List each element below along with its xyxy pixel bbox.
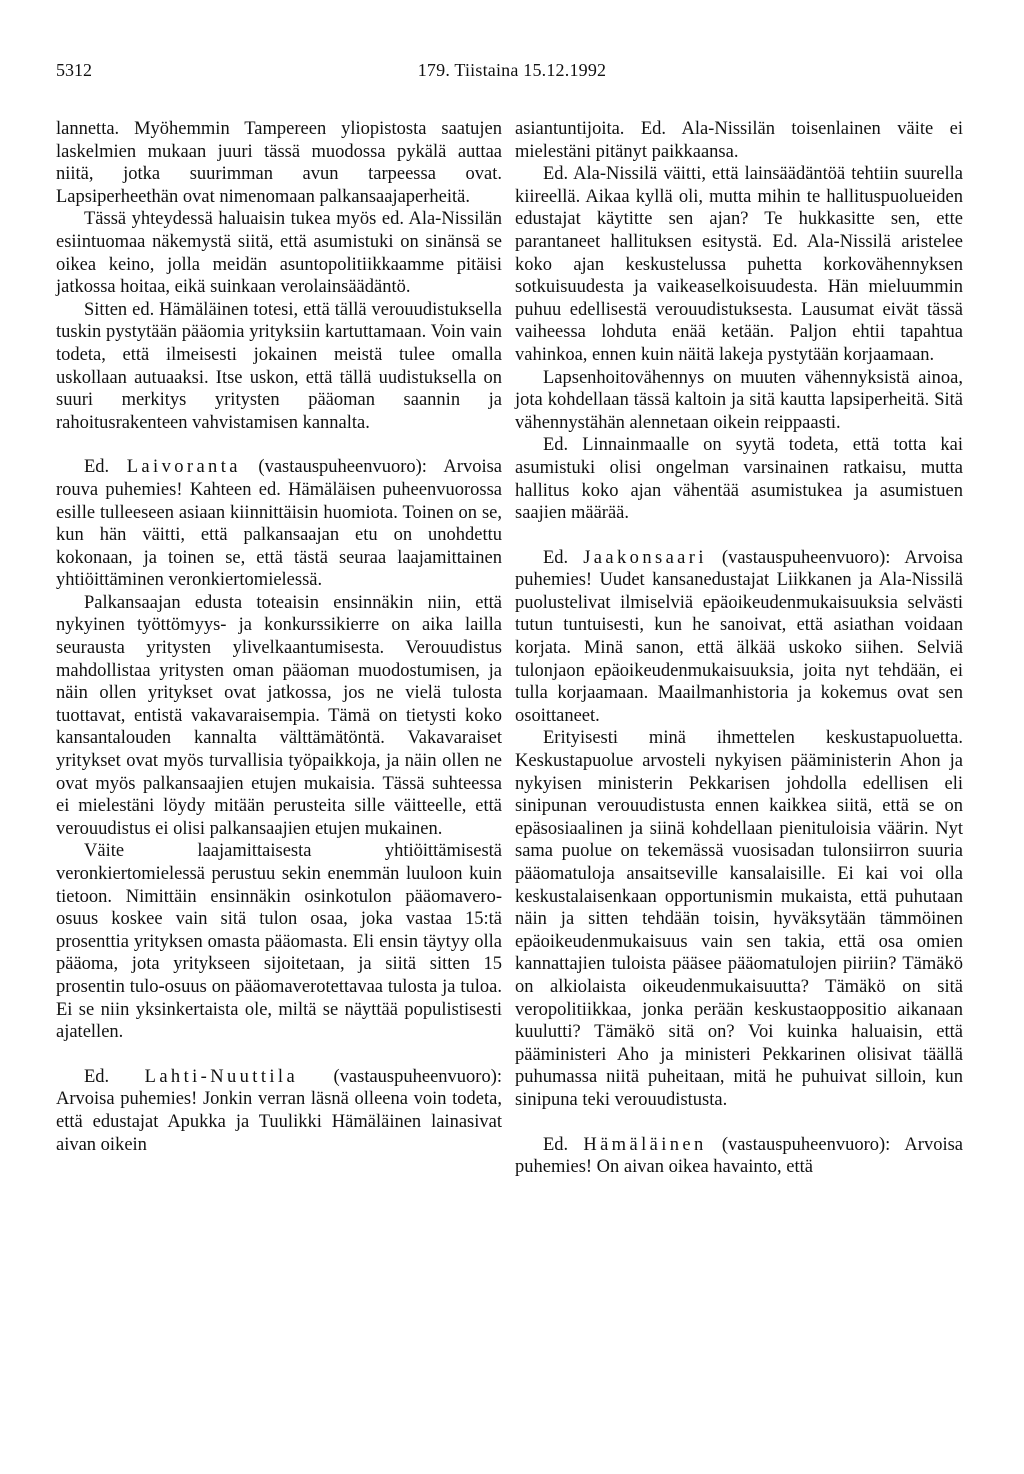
session-title: 179. Tiistaina 15.12.1992 — [417, 60, 607, 80]
speaker-name: Jaakonsaari — [583, 547, 707, 568]
paragraph: Tässä yhteydessä haluaisin tukea myös ed. Ala-Nissilän esiintuomaa näkemystä siitä, että asumistuki on sinänsä se oikea keino, jolla meidän asuntopolitiikkaamme pitäisi jatkossa hoitaa, eikä suinkaan verolainsäädäntö. — [56, 209, 502, 298]
speaker-prefix: Ed. — [84, 457, 110, 478]
speaker-name: Laivoranta — [126, 457, 241, 478]
speaker-prefix: Ed. — [84, 1066, 110, 1087]
paragraph: Ed. Linnainmaalle on syytä todeta, että totta kai asumistuki olisi ongelman varsinainen ratkaisu, mutta hallitus koko ajan vähentää asumistukea ja asumistuen saajien määrää. — [515, 435, 963, 524]
paragraph: asiantuntijoita. Ed. Ala-Nissilän toisenlainen väite ei mielestäni pitänyt paikkaansa. — [515, 119, 963, 162]
speech-text: (vastauspuheenvuoro): Arvoisa puhemies! On aivan oikea havainto, että — [515, 1134, 963, 1178]
paragraph: Lapsenhoitovähennys on muuten vähennyksistä ainoa, jota kohdellaan tässä kaltoin ja sitä kautta lapsiperheitä. Sitä vähennystähän alennetaan oikein reippaasti. — [515, 367, 963, 433]
speaker-prefix: Ed. — [543, 547, 569, 568]
paragraph: Sitten ed. Hämäläinen totesi, että tällä verouudistuksella tuskin pystytään pääomia yrityksiin kartuttamaan. Voin vain todeta, että ilmeisesti jokainen meistä tulee omalla uskollaan autuaaksi. Itse uskon, että tällä uudistuksella on suuri merkitys yritysten pääoman saannin ja rahoitusrakenteen vahvistamisen kannalta. — [56, 299, 502, 433]
left-column — [56, 118, 502, 1156]
speaker-name: Lahti-Nuuttila — [144, 1066, 299, 1087]
speech-text: (vastauspuheenvuoro): Arvoisa puhemies! Uudet kansanedustajat Liikkanen ja Ala-Nissilä puolustelivat ilmiselviä epäoikeudenmukaisuuksia selvästi tutun tuntuisesti, kun he sanoivat, että asiathan voidaan korjata. Minä sanon, että älkää uskoko siihen. Selviä tulonjaon epäoikeudenmukaisuuksia, joita nyt tehdään, ei tulla korjaamaan. Maailmanhistoria ja kokemus ovat sen osoittaneet. — [515, 547, 963, 726]
speech-laivoranta — [56, 456, 502, 592]
speech-jaakonsaari — [515, 547, 963, 728]
speaker-name: Hämäläinen — [583, 1134, 707, 1155]
page-header — [56, 60, 968, 84]
paragraph: Palkansaajan edusta toteaisin ensinnäkin niin, että nykyinen työttömyys- ja konkurssikierre on aika lailla seurausta yritysten ylivelkaantumisesta. Verouudistus mahdollistaa yritysten oman pääoman muodostumisen, ja näin ollen yritykset ovat jatkossa, jos ne vielä tulosta tuottavat, entistä vakavaraisempia. Tämä on tietysti koko kansantalouden kannalta välttämätöntä. Vakavaraiset yritykset ovat myös turvallisia työpaikkoja, ja näin ollen ne ovat myös palkansaajien etujen mukaisia. Tässä suhteessa ei mielestäni löydy mitään perusteita sille väitteelle, että verouudistus ei olisi palkansaajien etujen mukainen. — [56, 592, 502, 839]
paragraph: Erityisesti minä ihmettelen keskustapuoluetta. Keskustapuolue arvosteli nykyisen pääministerin Ahon ja nykyisen ministerin Pekkarisen johdolla edellisen eli sinipunan verouudistusta ennen kaikkea siitä, että se on epäsosiaalinen ja siinä kohdellaan pienituloisia väärin. Nyt sama puolue on tekemässä vuosisadan tulonsiirron suuria pääomatuloja ansaitseville kansalaisille. Ei kai voi olla keskustalaisenkaan opportunismin mukaista, että puhutaan näin ja sitten tehdään toisin, hyväksytään tämmöinen epäoikeudenmukaisuus vain sen takia, että osa omien kannattajien tuloista pääsee pääomatulojen piiriin? Tämäkö on alkiolaista oikeudenmukaisuutta? Tämäkö on sitä veropolitiikkaa, jonka perään keskustaoppositio aikanaan kuulutti? Tämäkö sitä on? Voi kuinka haluaisin, että pääministeri Aho ja ministeri Pekkarinen olisivat täällä puhumassa niitä puheitaan, mitä he puhuivat silloin, kun sinipuna teki verouudistusta. — [515, 728, 963, 1110]
paragraph: Väite laajamittaisesta yhtiöittämisestä veronkiertomielessä perustuu sekin enemmän luuloon kuin tietoon. Nimittäin ensinnäkin osinkotulon pääomavero-osuus koskee vain sitä tulon osaa, joka vastaa 15:tä prosenttia yrityksen omasta pääomasta. Eli ensin täytyy olla pääoma, jota yritykseen sijoitetaan, ja siitä sitten 15 prosentin tulo-osuus on pääomaverotettavaa tulosta ja tuloa. Ei se niin yksinkertaista ole, miltä se näyttää populistisesti ajatellen. — [56, 841, 502, 1043]
paragraph: lannetta. Myöhemmin Tampereen yliopistosta saatujen laskelmien mukaan juuri tässä muodossa pykälä auttaa niitä, jotka suurimman avun tarpeessa ovat. Lapsiperheethän ovat nimenomaan palkansaajaperheitä. — [56, 119, 502, 207]
speech-text: (vastauspuheenvuoro): Arvoisa rouva puhemies! Kahteen ed. Hämäläisen puheenvuorossa esille tulleeseen asiaan kiinnittäisin huomiota. Toinen on se, kun hän väitti, että palkansaajan etu on unohdettu kokonaan, ja toinen se, että tästä seuraa laajamittainen yhtiöittäminen veronkiertomielessä. — [56, 457, 503, 591]
speaker-prefix: Ed. — [543, 1134, 569, 1155]
speech-lahti-nuuttila — [56, 1066, 502, 1156]
page-number: 5312 — [56, 60, 92, 80]
paragraph: Ed. Ala-Nissilä väitti, että lainsäädäntöä tehtiin suurella kiireellä. Aikaa kyllä oli, mutta mihin te hallituspuolueiden edustajat käytitte sen ajan? Te hukkasitte sen, ette parantaneet hallituksen esitystä. Ed. Ala-Nissilä aristelee koko ajan keskustelussa puhetta korkovähennyksen sotkuisuudesta ja vaikeaselkoisuudesta. Hän mieluummin puhuu edellisestä verouudistuksesta. Lausumat eivät tässä vaiheessa lohduta enää ketään. Paljon ehtii tapahtua vahinkoa, ennen kuin näitä lakeja pystytään korjaamaan. — [515, 164, 963, 365]
speech-text: (vastauspuheenvuoro): Arvoisa puhemies! Jonkin verran läsnä olleena voin todeta, että edustajat Apukka ja Tuulikki Hämäläinen lainasivat aivan oikein — [56, 1066, 503, 1155]
right-column — [515, 118, 963, 1179]
speech-hamalainen — [515, 1134, 963, 1179]
